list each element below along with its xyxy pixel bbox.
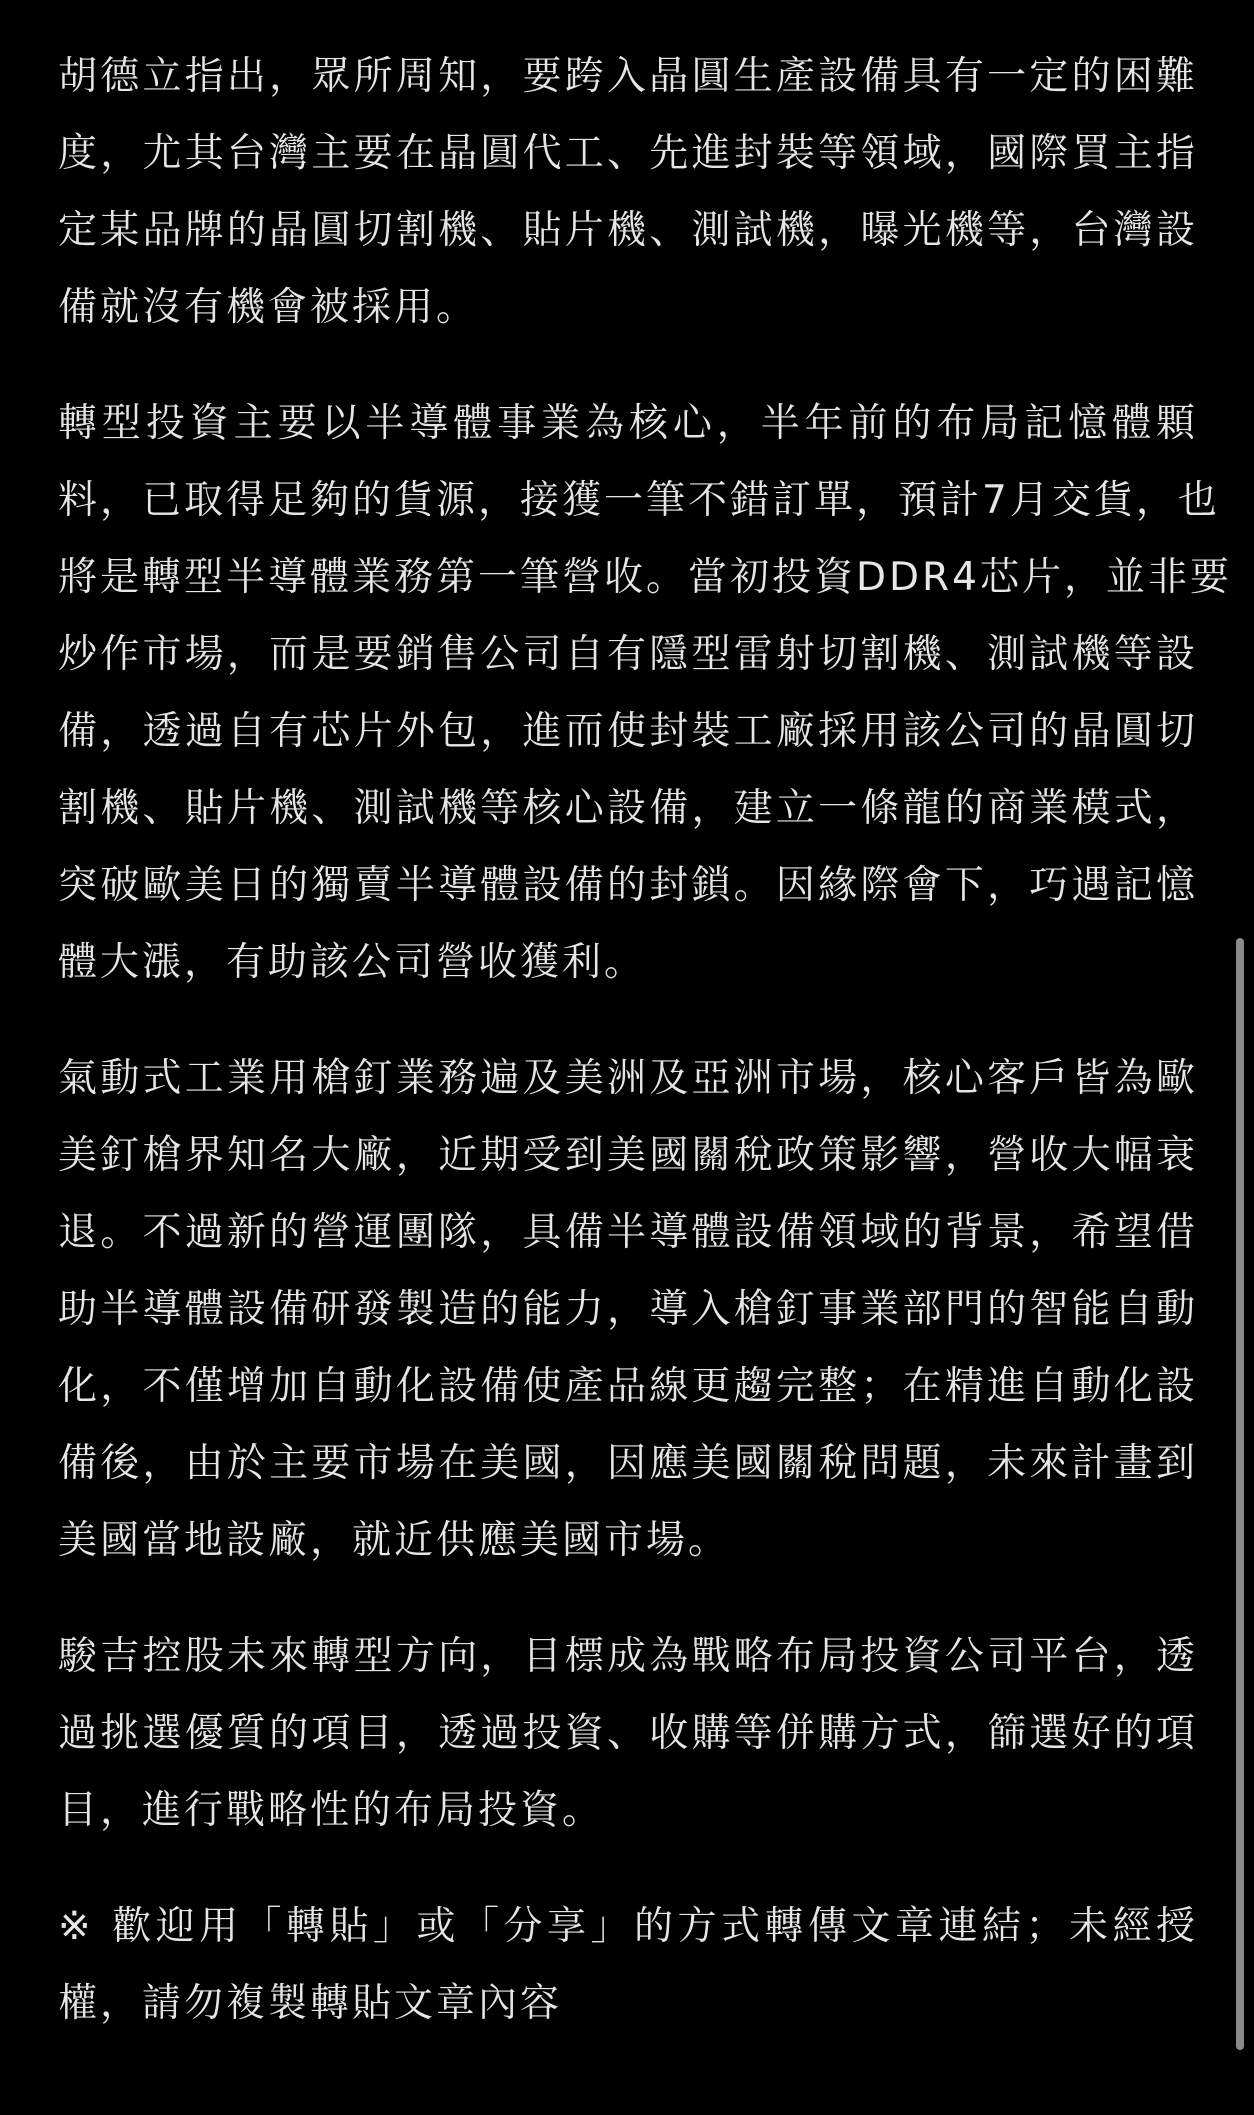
scrollbar[interactable] — [1236, 0, 1244, 2115]
scrollbar-thumb[interactable] — [1236, 938, 1244, 2050]
text-line: 突破歐美日的獨賣半導體設備的封鎖。因緣際會下，巧遇記憶 — [58, 863, 1198, 908]
text-line: 化，不僅增加自動化設備使產品線更趨完整；在精進自動化設 — [58, 1364, 1198, 1409]
text-line: ※ 歡迎用「轉貼」或「分享」的方式轉傳文章連結；未經授 — [58, 1904, 1198, 1949]
text-line: 備，透過自有芯片外包，進而使封裝工廠採用該公司的晶圓切 — [58, 709, 1198, 754]
text-line: 備後，由於主要市場在美國，因應美國關稅問題，未來計畫到 — [58, 1441, 1198, 1486]
text-line: 駿吉控股未來轉型方向，目標成為戰略布局投資公司平台，透 — [58, 1634, 1198, 1679]
text-line: 料，已取得足夠的貨源，接獲一筆不錯訂單，預計7月交貨，也 — [58, 478, 1220, 523]
text-line: 美釘槍界知名大廠，近期受到美國關稅政策影響，營收大幅衰 — [58, 1133, 1198, 1178]
text-line: 體大漲，有助該公司營收獲利。 — [58, 940, 647, 985]
paragraph-nail-gun-business — [58, 1040, 1198, 1579]
text-line: 度，尤其台灣主要在晶圓代工、先進封裝等領域，國際買主指 — [58, 131, 1198, 176]
text-line: 轉型投資主要以半導體事業為核心，半年前的布局記憶體顆 — [58, 401, 1198, 446]
text-line: 美國當地設廠，就近供應美國市場。 — [58, 1518, 731, 1563]
copyright-notice — [58, 1888, 1198, 2042]
text-line: 助半導體設備研發製造的能力，導入槍釘事業部門的智能自動 — [58, 1287, 1198, 1332]
text-line: 定某品牌的晶圓切割機、貼片機、測試機，曝光機等，台灣設 — [58, 208, 1198, 253]
text-line: 胡德立指出，眾所周知，要跨入晶圓生產設備具有一定的困難 — [58, 54, 1198, 99]
paragraph-semiconductor-transition — [58, 385, 1232, 1001]
article-body — [58, 38, 1232, 2042]
text-line: 割機、貼片機、測試機等核心設備，建立一條龍的商業模式， — [58, 786, 1198, 831]
text-line: 權，請勿複製轉貼文章內容 — [58, 1981, 563, 2026]
text-line: 將是轉型半導體業務第一筆營收。當初投資DDR4芯片，並非要 — [58, 555, 1232, 600]
text-line: 備就沒有機會被採用。 — [58, 285, 479, 330]
paragraph-industry-difficulty — [58, 38, 1198, 346]
text-line: 炒作市場，而是要銷售公司自有隱型雷射切割機、測試機等設 — [58, 632, 1198, 677]
paragraph-future-direction — [58, 1618, 1198, 1849]
text-line: 氣動式工業用槍釘業務遍及美洲及亞洲市場，核心客戶皆為歐 — [58, 1056, 1198, 1101]
text-line: 目，進行戰略性的布局投資。 — [58, 1788, 605, 1833]
text-line: 過挑選優質的項目，透過投資、收購等併購方式，篩選好的項 — [58, 1711, 1198, 1756]
text-line: 退。不過新的營運團隊，具備半導體設備領域的背景，希望借 — [58, 1210, 1198, 1255]
